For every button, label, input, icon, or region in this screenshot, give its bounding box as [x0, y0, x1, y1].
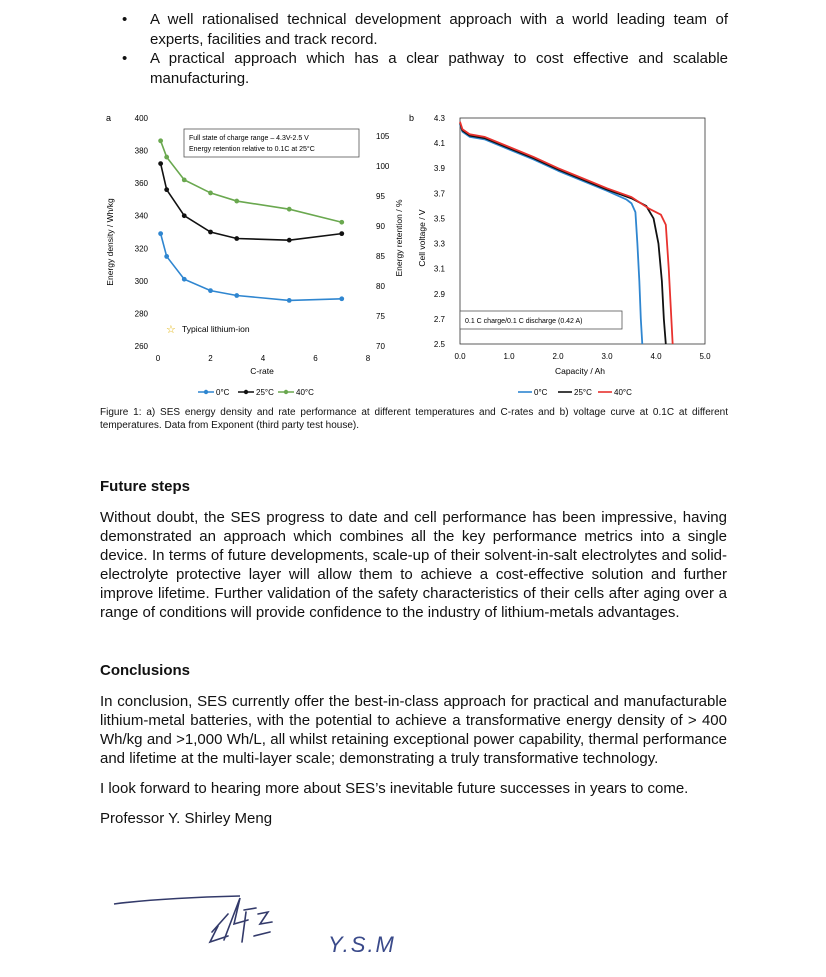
data-point — [182, 213, 187, 218]
y2-tick-label: 80 — [376, 282, 385, 291]
x-tick-label: 0 — [155, 354, 161, 363]
x-tick-label: 0.0 — [454, 352, 466, 361]
data-point — [208, 288, 213, 293]
data-point — [158, 138, 163, 143]
data-point — [287, 238, 292, 243]
x-tick-label: 2.0 — [552, 352, 564, 361]
bullet-item: • A well rationalised technical development approach with a world leading team of experts, facilities and track record. — [118, 10, 728, 49]
legend-label: 25°C — [574, 388, 592, 397]
x-tick-label: 8 — [365, 354, 371, 363]
chart-energy-density — [105, 113, 404, 397]
figure-caption: Figure 1: a) SES energy density and rate performance at different temperatures and C-rates and b) voltage curve at 0.1C at different temperatures. Data from Exponent (third party test house). — [100, 407, 728, 431]
y-tick-label: 2.9 — [433, 289, 445, 299]
y-tick-label: 4.1 — [433, 139, 445, 149]
y2-tick-label: 85 — [376, 252, 385, 261]
conclusions-paragraph: In conclusion, SES currently offer the best-in-class approach for practical and manufacturable lithium-metal batteries, with the potential to achieve a transformative energy density of > 400 Wh/kg and >1,000 Wh/L, all whilst retaining exceptional power capability, thermal performance and lifetime at the multi-layer scale; demonstrating a truly transformative technology. — [100, 693, 727, 767]
series-line-25°C — [161, 164, 342, 241]
y-tick-label: 3.3 — [433, 239, 445, 249]
x-tick-label: 4 — [260, 354, 266, 363]
panel-label-b: b — [409, 113, 415, 123]
data-point — [164, 187, 169, 192]
legend-marker — [244, 390, 248, 394]
x-tick-label: 4.0 — [650, 352, 662, 361]
x-axis-label-capacity: Capacity / Ah — [554, 366, 606, 376]
data-point — [339, 231, 344, 236]
data-point — [234, 236, 239, 241]
y-axis-label-cell-voltage: Cell voltage / V — [417, 209, 427, 267]
y-tick-label: 3.5 — [433, 214, 445, 224]
data-point — [208, 230, 213, 235]
plot-frame — [460, 118, 705, 344]
chart-voltage-curve — [409, 113, 711, 397]
y-tick-label: 2.5 — [433, 340, 445, 349]
data-point — [287, 207, 292, 212]
y-tick-label: 2.7 — [433, 314, 445, 324]
closing-paragraph: I look forward to hearing more about SES’s inevitable future successes in years to come. — [100, 780, 689, 797]
star-icon: ☆ — [166, 324, 176, 336]
y-tick-label: 260 — [134, 342, 148, 351]
data-point — [158, 231, 163, 236]
y-tick-label: 380 — [134, 146, 148, 156]
legend-label: 0°C — [534, 388, 548, 397]
legend-marker — [204, 390, 208, 394]
legend-label: 0°C — [216, 388, 230, 397]
y2-tick-label: 100 — [376, 162, 390, 171]
signature-initials: Y.S.M — [328, 932, 396, 957]
y2-tick-label: 75 — [376, 312, 385, 321]
conclusions-heading: Conclusions — [100, 662, 191, 679]
chart-annotation: 0.1 C charge/0.1 C discharge (0.42 A) — [465, 318, 583, 325]
legend-label: 25°C — [256, 388, 274, 397]
series-line-0°C — [161, 234, 342, 301]
y-tick-label: 300 — [134, 276, 148, 286]
y-tick-label: 400 — [134, 114, 148, 123]
data-point — [287, 298, 292, 303]
x-tick-label: 6 — [313, 354, 318, 363]
x-tick-label: 3.0 — [601, 352, 613, 361]
y-tick-label: 320 — [134, 244, 148, 254]
bullet-item: • A practical approach which has a clear pathway to cost effective and scalable manufacturing. — [118, 49, 728, 88]
y-tick-label: 3.9 — [433, 164, 445, 174]
y2-tick-label: 70 — [376, 342, 385, 351]
x-tick-label: 2 — [208, 354, 213, 363]
y-tick-label: 3.7 — [433, 189, 445, 199]
y2-tick-label: 105 — [376, 132, 390, 141]
legend-marker — [284, 390, 288, 394]
bullet-list — [118, 10, 728, 88]
handwritten-signature — [100, 880, 420, 970]
y-axis-label-energy-retention: Energy retention / % — [394, 199, 404, 277]
data-point — [339, 296, 344, 301]
legend-label: 40°C — [296, 388, 314, 397]
panel-label-a: a — [106, 113, 112, 123]
y2-tick-label: 95 — [376, 192, 385, 201]
y-tick-label: 3.1 — [433, 264, 445, 274]
data-point — [234, 293, 239, 298]
data-point — [339, 220, 344, 225]
data-point — [164, 254, 169, 259]
y-tick-label: 340 — [134, 211, 148, 221]
data-point — [158, 161, 163, 166]
future-steps-heading: Future steps — [100, 478, 191, 495]
typical-lithium-ion-label: Typical lithium-ion — [182, 324, 250, 334]
data-point — [164, 155, 169, 160]
chart-annotation-line: Full state of charge range – 4.3V-2.5 V — [189, 135, 309, 142]
y-tick-label: 4.3 — [433, 114, 445, 123]
y2-tick-label: 90 — [376, 222, 385, 231]
y-axis-label-energy-density: Energy density / Wh/kg — [105, 198, 115, 286]
y-tick-label: 280 — [134, 309, 148, 319]
data-point — [182, 177, 187, 182]
author-name: Professor Y. Shirley Meng — [100, 810, 273, 827]
x-tick-label: 5.0 — [699, 352, 711, 361]
data-point — [182, 277, 187, 282]
y-tick-label: 360 — [134, 179, 148, 189]
chart-annotation-line: Energy retention relative to 0.1C at 25°C — [189, 146, 315, 153]
future-steps-paragraph: Without doubt, the SES progress to date and cell performance has been impressive, having demonstrated an approach which combines all the key performance metrics into a single device. In terms of future developments, scale-up of their solvent-in-salt electrolytes and solid-electrolyte protective layer will allow them to achieve a cost-effective solution and further improve lifetime. Further validation of the safety characteristics of their cells after aging over a range of conditions will provide confidence to the industry of lithium-metals advantages. — [100, 509, 727, 621]
legend-label: 40°C — [614, 388, 632, 397]
figure-1 — [100, 108, 730, 408]
x-axis-label-c-rate: C-rate — [250, 366, 274, 376]
data-point — [234, 199, 239, 204]
data-point — [208, 191, 213, 196]
x-tick-label: 1.0 — [503, 352, 515, 361]
